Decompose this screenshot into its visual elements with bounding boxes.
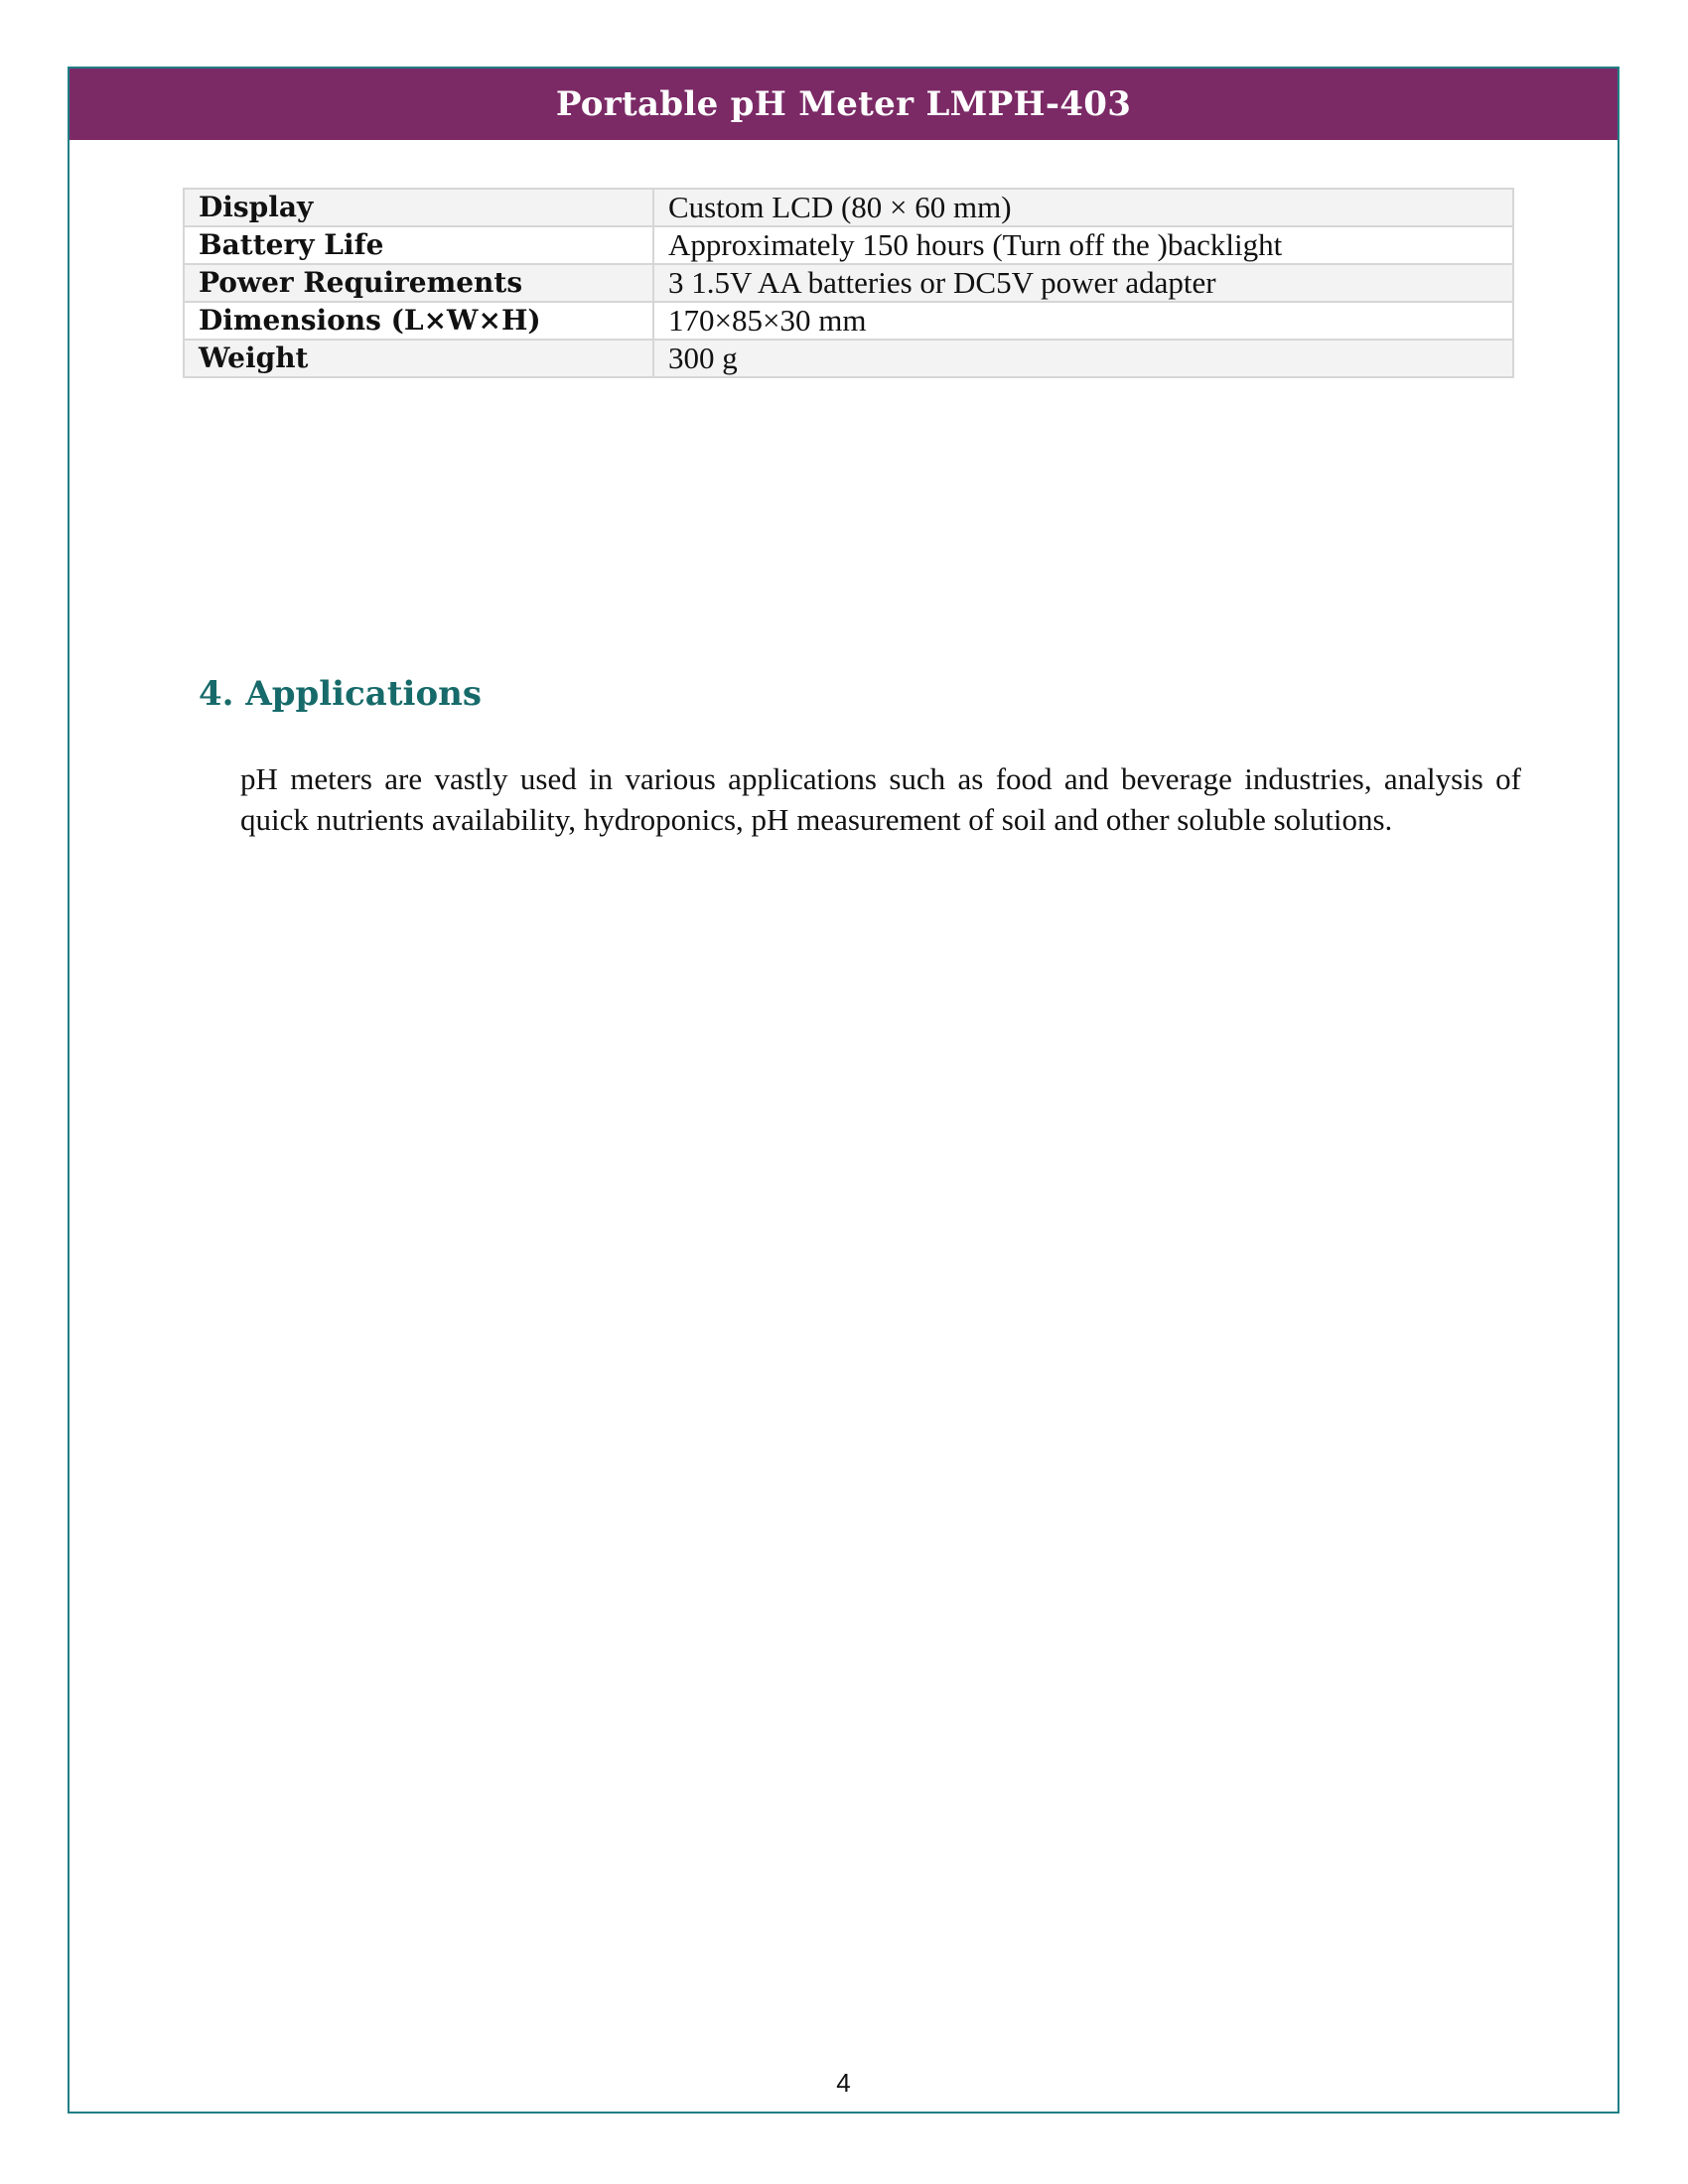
spec-label-battery-life: Battery Life	[184, 226, 653, 264]
spec-label-weight: Weight	[184, 340, 653, 377]
applications-paragraph: pH meters are vastly used in various applications such as food and beverage industries, analysis of quick nutrients availability, hydroponics, pH measurement of soil and other soluble solutions.	[240, 761, 1521, 837]
table-row	[184, 226, 1513, 264]
spec-label-display: Display	[184, 189, 653, 226]
document-title: Portable pH Meter LMPH-403	[555, 84, 1132, 124]
spec-value-power-requirements: 3 1.5V AA batteries or DC5V power adapter	[653, 264, 1513, 302]
spec-value-dimensions: 170×85×30 mm	[653, 302, 1513, 340]
table-row	[184, 340, 1513, 377]
table-row	[184, 189, 1513, 226]
spec-label-dimensions: Dimensions (L×W×H)	[184, 302, 653, 340]
spec-label-power-requirements: Power Requirements	[184, 264, 653, 302]
applications-heading: 4. Applications	[199, 674, 482, 714]
table-row	[184, 302, 1513, 340]
page-frame	[68, 67, 1619, 2114]
table-row	[184, 264, 1513, 302]
header-band	[70, 68, 1618, 140]
page-number: 4	[836, 2068, 851, 2098]
spec-value-battery-life: Approximately 150 hours (Turn off the )backlight	[653, 226, 1513, 264]
spec-value-display: Custom LCD (80 × 60 mm)	[653, 189, 1513, 226]
spec-value-weight: 300 g	[653, 340, 1513, 377]
spec-table	[183, 188, 1514, 378]
